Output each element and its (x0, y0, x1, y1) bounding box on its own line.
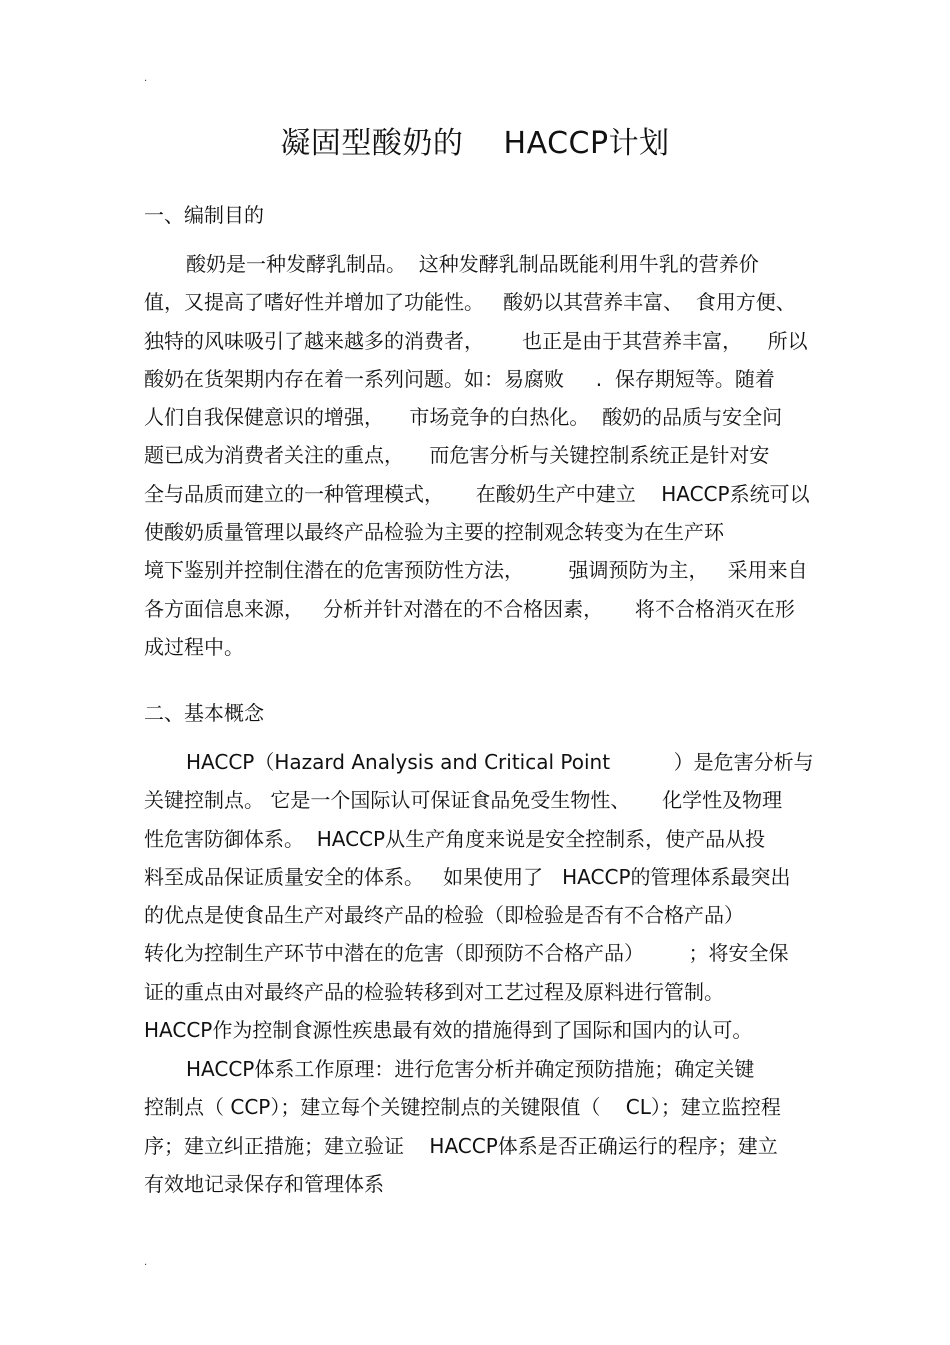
text-line: 独特的风味吸引了越来越多的消费者， 也正是由于其营养丰富， 所以 (144, 328, 808, 353)
text-line: 有效地记录保存和管理体系 (144, 1171, 384, 1196)
text-line: HACCP作为控制食源性疾患最有效的措施得到了国际和国内的认可。 (144, 1018, 753, 1043)
text-line: 关键控制点。 它是一个国际认可保证食品免受生物性、 化学性及物理 (144, 788, 783, 813)
text-line: 使酸奶质量管理以最终产品检验为主要的控制观念转变为在生产环 (144, 520, 724, 545)
text-line: 料至成品保证质量安全的体系。 如果使用了 HACCP的管理体系最突出 (144, 864, 791, 889)
text-line: HACCP（Hazard Analysis and Critical Point ）是危害分析与 (186, 750, 814, 774)
section-heading-purpose: 一、编制目的 (144, 203, 264, 227)
text-line: 值，又提高了嗜好性并增加了功能性。 酸奶以其营养丰富、 食用方便、 (144, 290, 796, 315)
text-line: 的优点是使食品生产对最终产品的检验（即检验是否有不合格产品） (144, 903, 744, 928)
section-heading-concepts: 二、基本概念 (144, 701, 264, 725)
text-line: 证的重点由对最终产品的检验转移到对工艺过程及原料进行管制。 (144, 979, 724, 1004)
paragraph-haccp-definition (144, 743, 824, 1049)
text-line: 序；建立纠正措施；建立验证 HACCP体系是否正确运行的程序；建立 (144, 1133, 778, 1158)
text-line: 酸奶是一种发酵乳制品。 这种发酵乳制品既能利用牛乳的营养价 (186, 252, 759, 276)
paragraph-purpose (144, 245, 824, 666)
text-line: 性危害防御体系。 HACCP从生产角度来说是安全控制系，使产品从投 (144, 826, 766, 851)
text-line: 题已成为消费者关注的重点， 而危害分析与关键控制系统正是针对安 (144, 443, 770, 468)
text-line: 转化为控制生产环节中潜在的危害（即预防不合格产品） ；将安全保 (144, 941, 789, 966)
document-title: 凝固型酸奶的 HACCP计划 (280, 126, 670, 161)
text-line: HACCP体系工作原理：进行危害分析并确定预防措施；确定关键 (186, 1057, 755, 1081)
text-line: 人们自我保健意识的增强， 市场竞争的白热化。 酸奶的品质与安全问 (144, 405, 783, 430)
page-top-mark: . (144, 73, 148, 84)
text-line: 成过程中。 (144, 634, 244, 659)
paragraph-haccp-principles (144, 1050, 824, 1203)
page-bottom-mark: . (144, 1257, 148, 1268)
text-line: 控制点（ CCP）；建立每个关键控制点的关键限值（ CL）；建立监控程 (144, 1095, 781, 1120)
text-line: 酸奶在货架期内存在着一系列问题。如：易腐败 . 保存期短等。随着 (144, 366, 775, 391)
text-line: 全与品质而建立的一种管理模式， 在酸奶生产中建立 HACCP系统可以 (144, 481, 810, 506)
text-line: 境下鉴别并控制住潜在的危害预防性方法， 强调预防为主， 采用来自 (144, 558, 808, 583)
text-line: 各方面信息来源， 分析并针对潜在的不合格因素， 将不合格消灭在形 (144, 596, 795, 621)
